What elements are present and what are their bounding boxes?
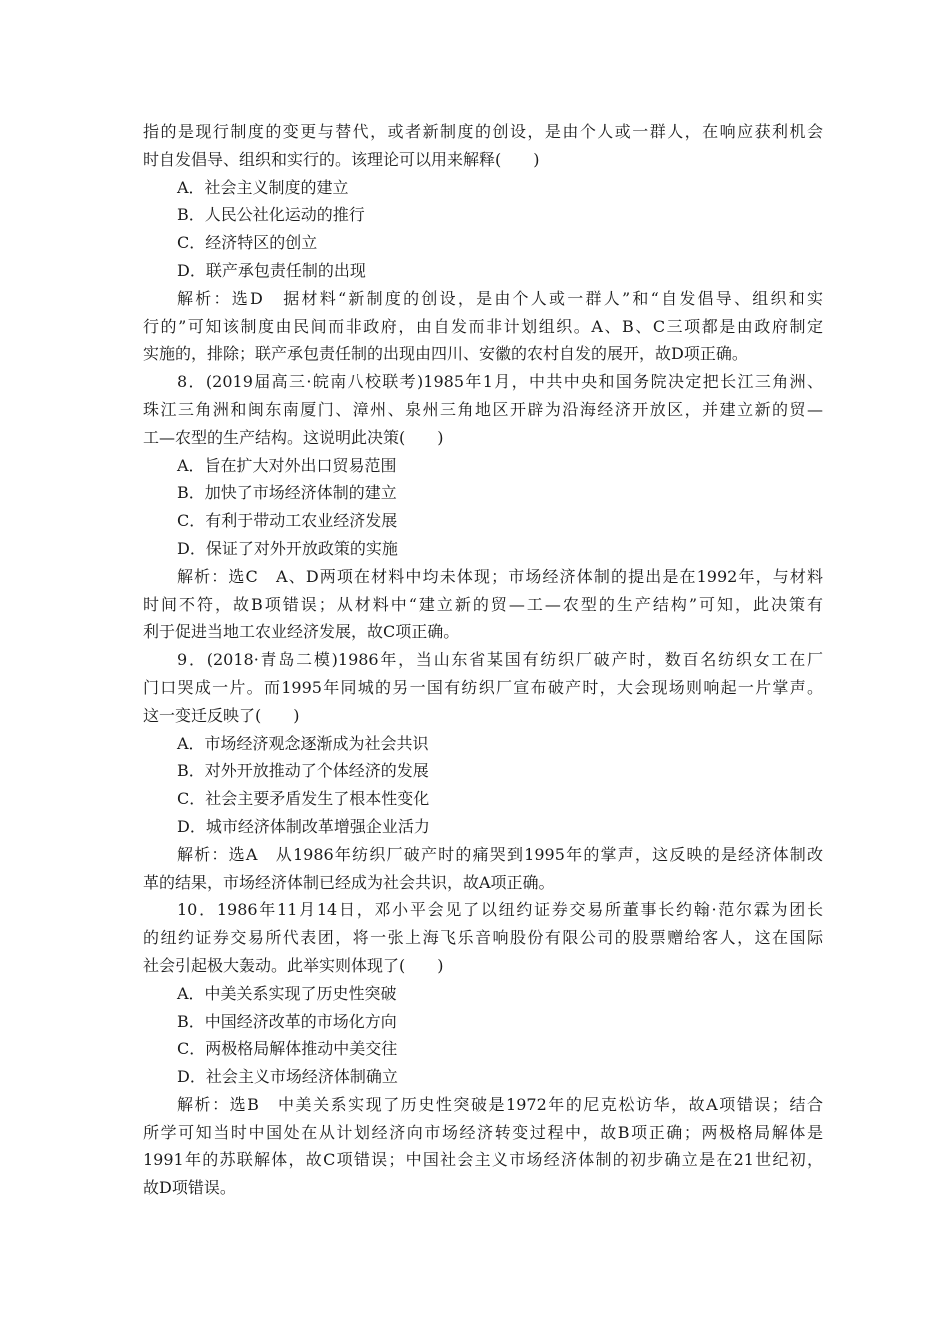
option-c: C．经济特区的创立 — [177, 233, 318, 253]
question-8 — [143, 368, 823, 646]
analysis-line: 解析：选A 从1986年纺织厂破产时的痛哭到1995年的掌声，这反映的是经济体制改 — [177, 844, 823, 864]
question-stem-line: 社会引起极大轰动。此举实则体现了( ) — [143, 955, 444, 975]
option-a: A．旨在扩大对外出口贸易范围 — [177, 455, 397, 475]
option-d: D．保证了对外开放政策的实施 — [177, 538, 398, 558]
analysis-line: 时间不符，故B项错误；从材料中“建立新的贸—工—农型的生产结构”可知，此决策有 — [143, 594, 823, 614]
option-a: A．社会主义制度的建立 — [177, 177, 349, 197]
analysis-line: 故D项错误。 — [143, 1178, 236, 1198]
question-10 — [143, 896, 823, 1202]
question-7 — [143, 118, 823, 368]
question-stem-line: 门口哭成一片。而1995年同城的另一国有纺织厂宣布破产时，大会现场则响起一片掌声。 — [143, 677, 823, 697]
analysis-line: 利于促进当地工农业经济发展，故C项正确。 — [143, 622, 460, 642]
question-9 — [143, 646, 823, 896]
question-stem-line: 这一变迁反映了( ) — [143, 705, 300, 725]
option-d: D．城市经济体制改革增强企业活力 — [177, 816, 430, 836]
analysis-line: 行的”可知该制度由民间而非政府，由自发而非计划组织。A、B、C三项都是由政府制定 — [143, 316, 823, 336]
option-a: A．中美关系实现了历史性突破 — [177, 983, 397, 1003]
option-b: B．对外开放推动了个体经济的发展 — [177, 761, 429, 781]
option-b: B．人民公社化运动的推行 — [177, 205, 365, 225]
question-stem-line: 8．(2019届高三·皖南八校联考)1985年1月，中共中央和国务院决定把长江三角洲、 — [177, 372, 823, 392]
option-b: B．中国经济改革的市场化方向 — [177, 1011, 397, 1031]
question-stem-line: 工—农型的生产结构。这说明此决策( ) — [143, 427, 444, 447]
analysis-line: 解析：选C A、D两项在材料中均未体现；市场经济体制的提出是在1992年，与材料 — [177, 566, 823, 586]
analysis-line: 解析：选B 中美关系实现了历史性突破是1972年的尼克松访华，故A项错误；结合 — [177, 1094, 823, 1114]
option-a: A．市场经济观念逐渐成为社会共识 — [177, 733, 429, 753]
option-c: C．两极格局解体推动中美交往 — [177, 1039, 398, 1059]
analysis-line: 解析：选D 据材料“新制度的创设，是由个人或一群人”和“自发倡导、组织和实 — [177, 288, 823, 308]
question-stem-line: 指的是现行制度的变更与替代，或者新制度的创设，是由个人或一群人，在响应获利机会 — [143, 122, 823, 141]
document-body — [143, 118, 823, 1202]
question-stem-line: 10．1986年11月14日，邓小平会见了以纽约证券交易所董事长约翰·范尔霖为团长 — [177, 900, 823, 920]
option-b: B．加快了市场经济体制的建立 — [177, 483, 397, 503]
option-d: D．联产承包责任制的出现 — [177, 260, 366, 280]
option-d: D．社会主义市场经济体制确立 — [177, 1067, 398, 1087]
analysis-line: 革的结果，市场经济体制已经成为社会共识，故A项正确。 — [143, 872, 555, 892]
question-stem-line: 9．(2018·青岛二模)1986年，当山东省某国有纺织厂破产时，数百名纺织女工在厂 — [177, 650, 823, 670]
analysis-line: 1991年的苏联解体，故C项错误；中国社会主义市场经济体制的初步确立是在21世纪初， — [143, 1150, 823, 1170]
question-stem-line: 珠江三角洲和闽东南厦门、漳州、泉州三角地区开辟为沿海经济开放区，并建立新的贸— — [143, 399, 823, 419]
analysis-line: 实施的，排除；联产承包责任制的出现由四川、安徽的农村自发的展开，故D项正确。 — [143, 344, 748, 364]
analysis-line: 所学可知当时中国处在从计划经济向市场经济转变过程中，故B项正确；两极格局解体是 — [143, 1122, 823, 1142]
option-c: C．有利于带动工农业经济发展 — [177, 511, 398, 531]
question-stem-line: 时自发倡导、组织和实行的。该理论可以用来解释( ) — [143, 149, 540, 169]
question-stem-line: 的纽约证券交易所代表团，将一张上海飞乐音响股份有限公司的股票赠给客人，这在国际 — [143, 928, 823, 948]
option-c: C．社会主要矛盾发生了根本性变化 — [177, 789, 430, 809]
